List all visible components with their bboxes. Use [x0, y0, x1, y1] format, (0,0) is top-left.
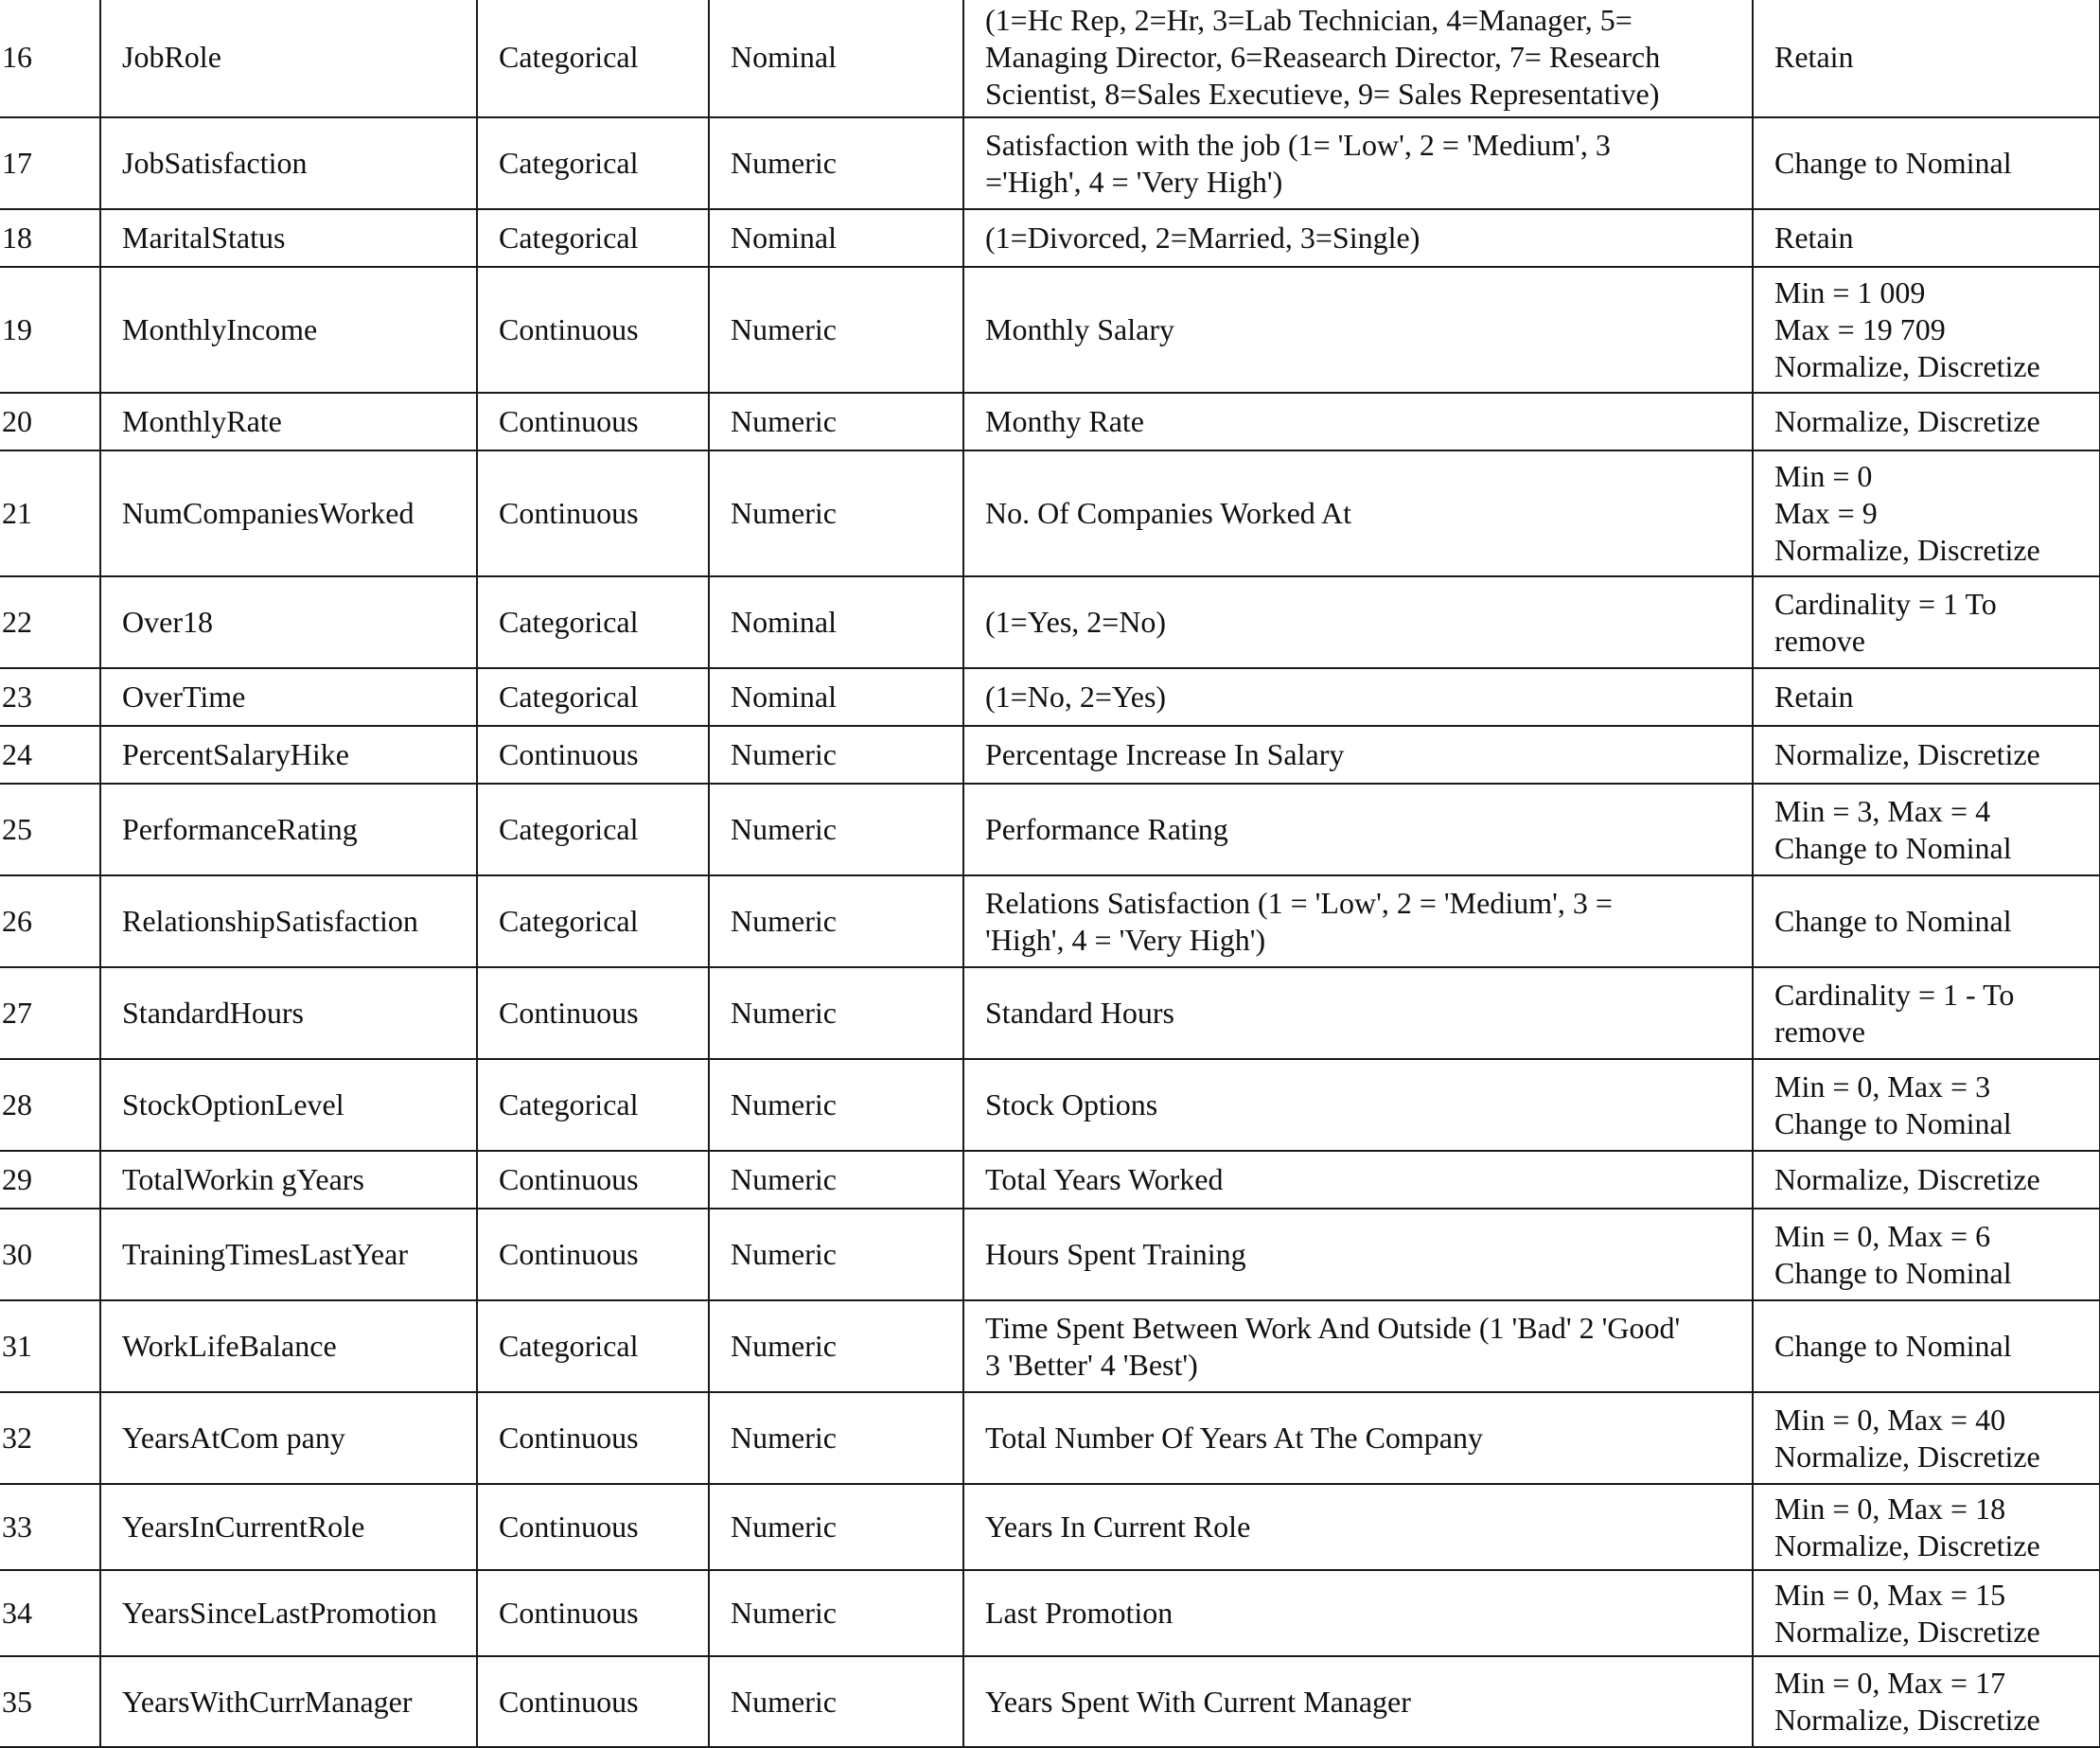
data-type-cell: Numeric [709, 726, 963, 784]
attribute-name-cell: PerformanceRating [100, 784, 477, 875]
table-row [0, 1484, 2100, 1570]
data-type-cell: Numeric [709, 1209, 963, 1300]
preprocessing-action-cell: Retain [1753, 0, 2100, 117]
data-type-cell: Numeric [709, 117, 963, 209]
attribute-name-cell: Over18 [100, 576, 477, 668]
table-row [0, 117, 2100, 209]
description-cell: (1=No, 2=Yes) [963, 668, 1753, 726]
category-cell: Categorical [477, 576, 709, 668]
row-number-cell: 29 [0, 1151, 100, 1209]
row-number-cell: 28 [0, 1059, 100, 1151]
data-type-cell: Numeric [709, 1300, 963, 1392]
row-number-cell: 32 [0, 1392, 100, 1484]
attribute-name-cell: YearsAtCom pany [100, 1392, 477, 1484]
attribute-name-cell: YearsInCurrentRole [100, 1484, 477, 1570]
table-row [0, 450, 2100, 576]
attribute-name-cell: JobSatisfaction [100, 117, 477, 209]
data-type-cell: Numeric [709, 1484, 963, 1570]
table-row [0, 0, 2100, 117]
category-cell: Categorical [477, 1059, 709, 1151]
table-row [0, 1570, 2100, 1656]
data-type-cell: Numeric [709, 267, 963, 393]
table-row [0, 668, 2100, 726]
preprocessing-action-cell: Min = 0, Max = 17 Normalize, Discretize [1753, 1656, 2100, 1747]
preprocessing-action-cell: Min = 0 Max = 9 Normalize, Discretize [1753, 450, 2100, 576]
data-type-cell: Numeric [709, 1570, 963, 1656]
preprocessing-action-cell: Min = 0, Max = 18 Normalize, Discretize [1753, 1484, 2100, 1570]
attribute-name-cell: YearsWithCurrManager [100, 1656, 477, 1747]
data-type-cell: Numeric [709, 784, 963, 875]
attribute-name-cell: MaritalStatus [100, 209, 477, 267]
table-row [0, 209, 2100, 267]
attribute-name-cell: WorkLifeBalance [100, 1300, 477, 1392]
attribute-name-cell: StandardHours [100, 967, 477, 1059]
category-cell: Categorical [477, 0, 709, 117]
category-cell: Continuous [477, 1484, 709, 1570]
row-number-cell: 25 [0, 784, 100, 875]
attribute-name-cell: NumCompaniesWorked [100, 450, 477, 576]
data-type-cell: Numeric [709, 875, 963, 967]
data-type-cell: Numeric [709, 1392, 963, 1484]
table-row [0, 267, 2100, 393]
category-cell: Categorical [477, 117, 709, 209]
attribute-name-cell: RelationshipSatisfaction [100, 875, 477, 967]
row-number-cell: 17 [0, 117, 100, 209]
data-type-cell: Nominal [709, 0, 963, 117]
category-cell: Continuous [477, 450, 709, 576]
preprocessing-action-cell: Retain [1753, 668, 2100, 726]
table-row [0, 576, 2100, 668]
row-number-cell: 30 [0, 1209, 100, 1300]
row-number-cell: 27 [0, 967, 100, 1059]
attribute-name-cell: YearsSinceLastPromotion [100, 1570, 477, 1656]
row-number-cell: 31 [0, 1300, 100, 1392]
data-type-cell: Nominal [709, 576, 963, 668]
category-cell: Continuous [477, 726, 709, 784]
attribute-name-cell: MonthlyRate [100, 393, 477, 450]
table-row [0, 1151, 2100, 1209]
preprocessing-action-cell: Min = 3, Max = 4 Change to Nominal [1753, 784, 2100, 875]
table-row [0, 784, 2100, 875]
preprocessing-action-cell: Change to Nominal [1753, 875, 2100, 967]
description-cell: Time Spent Between Work And Outside (1 'Bad' 2 'Good' 3 'Better' 4 'Best') [963, 1300, 1753, 1392]
row-number-cell: 21 [0, 450, 100, 576]
preprocessing-action-cell: Change to Nominal [1753, 117, 2100, 209]
table-row [0, 875, 2100, 967]
row-number-cell: 35 [0, 1656, 100, 1747]
category-cell: Continuous [477, 967, 709, 1059]
data-type-cell: Numeric [709, 450, 963, 576]
category-cell: Continuous [477, 1209, 709, 1300]
description-cell: Stock Options [963, 1059, 1753, 1151]
description-cell: Monthly Salary [963, 267, 1753, 393]
attribute-name-cell: StockOptionLevel [100, 1059, 477, 1151]
description-cell: Standard Hours [963, 967, 1753, 1059]
data-type-cell: Numeric [709, 393, 963, 450]
category-cell: Continuous [477, 393, 709, 450]
row-number-cell: 33 [0, 1484, 100, 1570]
table-row [0, 1656, 2100, 1747]
category-cell: Continuous [477, 1151, 709, 1209]
category-cell: Categorical [477, 784, 709, 875]
data-type-cell: Numeric [709, 1151, 963, 1209]
description-cell: Total Number Of Years At The Company [963, 1392, 1753, 1484]
preprocessing-action-cell: Change to Nominal [1753, 1300, 2100, 1392]
row-number-cell: 19 [0, 267, 100, 393]
table-row [0, 1392, 2100, 1484]
description-cell: (1=Hc Rep, 2=Hr, 3=Lab Technician, 4=Manager, 5= Managing Director, 6=Reasearch Director, 7= Research Scientist, 8=Sales Executieve, 9= Sales Representative) [963, 0, 1753, 117]
attribute-name-cell: OverTime [100, 668, 477, 726]
row-number-cell: 16 [0, 0, 100, 117]
category-cell: Categorical [477, 209, 709, 267]
preprocessing-action-cell: Min = 0, Max = 40 Normalize, Discretize [1753, 1392, 2100, 1484]
category-cell: Categorical [477, 875, 709, 967]
row-number-cell: 24 [0, 726, 100, 784]
table-row [0, 1300, 2100, 1392]
table-row [0, 726, 2100, 784]
preprocessing-action-cell: Retain [1753, 209, 2100, 267]
category-cell: Continuous [477, 267, 709, 393]
row-number-cell: 20 [0, 393, 100, 450]
table-row [0, 967, 2100, 1059]
category-cell: Continuous [477, 1392, 709, 1484]
attribute-name-cell: PercentSalaryHike [100, 726, 477, 784]
data-type-cell: Nominal [709, 209, 963, 267]
description-cell: Hours Spent Training [963, 1209, 1753, 1300]
description-cell: Last Promotion [963, 1570, 1753, 1656]
preprocessing-action-cell: Min = 0, Max = 3 Change to Nominal [1753, 1059, 2100, 1151]
description-cell: Satisfaction with the job (1= 'Low', 2 = 'Medium', 3 ='High', 4 = 'Very High') [963, 117, 1753, 209]
preprocessing-action-cell: Min = 0, Max = 15 Normalize, Discretize [1753, 1570, 2100, 1656]
data-type-cell: Numeric [709, 1059, 963, 1151]
table-row [0, 1209, 2100, 1300]
description-cell: Years In Current Role [963, 1484, 1753, 1570]
attribute-name-cell: TrainingTimesLastYear [100, 1209, 477, 1300]
description-cell: (1=Yes, 2=No) [963, 576, 1753, 668]
preprocessing-action-cell: Normalize, Discretize [1753, 393, 2100, 450]
preprocessing-action-cell: Normalize, Discretize [1753, 1151, 2100, 1209]
row-number-cell: 18 [0, 209, 100, 267]
description-cell: (1=Divorced, 2=Married, 3=Single) [963, 209, 1753, 267]
preprocessing-action-cell: Normalize, Discretize [1753, 726, 2100, 784]
preprocessing-action-cell: Min = 1 009 Max = 19 709 Normalize, Discretize [1753, 267, 2100, 393]
row-number-cell: 34 [0, 1570, 100, 1656]
description-cell: Performance Rating [963, 784, 1753, 875]
category-cell: Categorical [477, 1300, 709, 1392]
description-cell: Relations Satisfaction (1 = 'Low', 2 = 'Medium', 3 = 'High', 4 = 'Very High') [963, 875, 1753, 967]
category-cell: Categorical [477, 668, 709, 726]
data-type-cell: Numeric [709, 967, 963, 1059]
category-cell: Continuous [477, 1570, 709, 1656]
data-type-cell: Nominal [709, 668, 963, 726]
attribute-name-cell: JobRole [100, 0, 477, 117]
description-cell: Total Years Worked [963, 1151, 1753, 1209]
description-cell: Years Spent With Current Manager [963, 1656, 1753, 1747]
table-row [0, 1059, 2100, 1151]
preprocessing-action-cell: Min = 0, Max = 6 Change to Nominal [1753, 1209, 2100, 1300]
row-number-cell: 23 [0, 668, 100, 726]
category-cell: Continuous [477, 1656, 709, 1747]
description-cell: No. Of Companies Worked At [963, 450, 1753, 576]
row-number-cell: 26 [0, 875, 100, 967]
table-row [0, 393, 2100, 450]
attribute-name-cell: TotalWorkin gYears [100, 1151, 477, 1209]
data-type-cell: Numeric [709, 1656, 963, 1747]
description-cell: Percentage Increase In Salary [963, 726, 1753, 784]
preprocessing-action-cell: Cardinality = 1 To remove [1753, 576, 2100, 668]
attribute-name-cell: MonthlyIncome [100, 267, 477, 393]
preprocessing-action-cell: Cardinality = 1 - To remove [1753, 967, 2100, 1059]
description-cell: Monthy Rate [963, 393, 1753, 450]
row-number-cell: 22 [0, 576, 100, 668]
